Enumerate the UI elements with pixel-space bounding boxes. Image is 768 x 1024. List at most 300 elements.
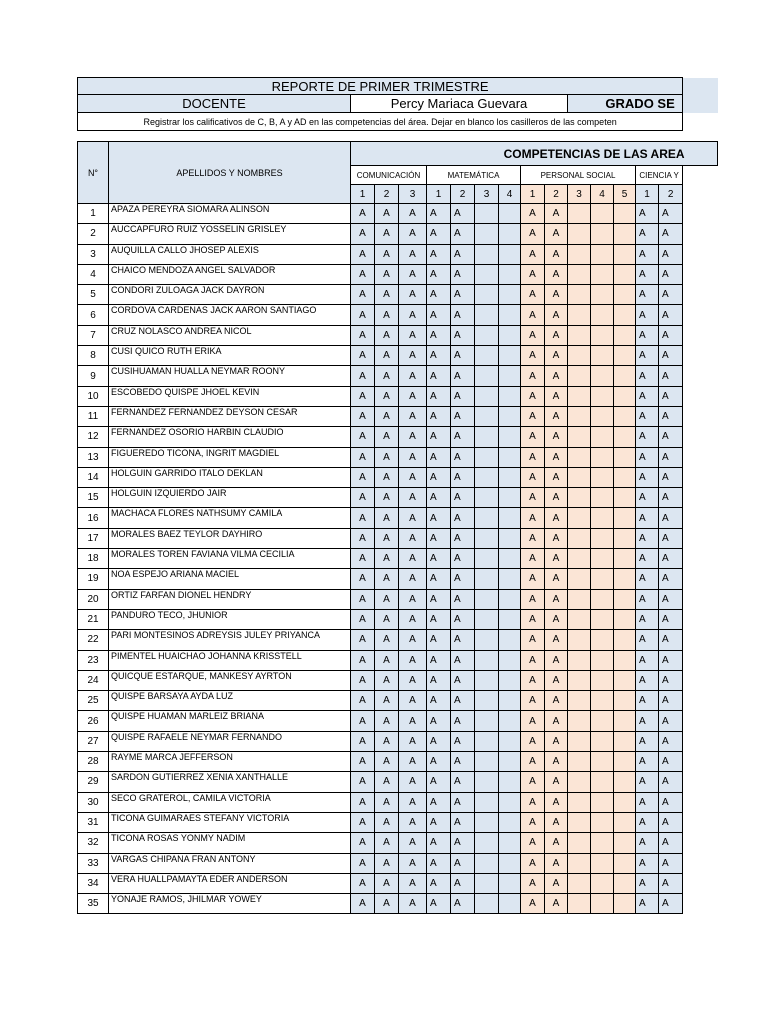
grade-cell[interactable] bbox=[614, 204, 636, 224]
grade-cell[interactable] bbox=[614, 528, 636, 548]
grade-cell[interactable] bbox=[499, 853, 521, 873]
grade-cell[interactable] bbox=[591, 467, 614, 487]
grade-cell[interactable]: A bbox=[521, 609, 545, 629]
grade-cell[interactable] bbox=[591, 670, 614, 690]
grade-cell[interactable]: A bbox=[636, 406, 659, 426]
grade-cell[interactable] bbox=[568, 406, 591, 426]
grade-cell[interactable]: A bbox=[659, 528, 683, 548]
grade-cell[interactable]: A bbox=[545, 670, 568, 690]
grade-cell[interactable]: A bbox=[375, 366, 399, 386]
grade-cell[interactable] bbox=[614, 792, 636, 812]
grade-cell[interactable]: A bbox=[351, 894, 375, 914]
grade-cell[interactable]: A bbox=[427, 691, 451, 711]
grade-cell[interactable]: A bbox=[427, 549, 451, 569]
grade-cell[interactable] bbox=[568, 894, 591, 914]
grade-cell[interactable] bbox=[614, 711, 636, 731]
grade-cell[interactable]: A bbox=[351, 204, 375, 224]
grade-cell[interactable] bbox=[568, 812, 591, 832]
grade-cell[interactable] bbox=[499, 346, 521, 366]
grade-cell[interactable] bbox=[591, 528, 614, 548]
student-name[interactable]: VARGAS CHIPANA FRAN ANTONY bbox=[109, 853, 351, 873]
grade-cell[interactable]: A bbox=[351, 833, 375, 853]
student-name[interactable]: CUSIHUAMAN HUALLA NEYMAR ROONY bbox=[109, 366, 351, 386]
grade-cell[interactable]: A bbox=[375, 244, 399, 264]
grade-cell[interactable]: A bbox=[451, 792, 475, 812]
grade-cell[interactable]: A bbox=[427, 447, 451, 467]
grade-cell[interactable]: A bbox=[545, 752, 568, 772]
grade-cell[interactable] bbox=[568, 488, 591, 508]
grade-cell[interactable] bbox=[568, 772, 591, 792]
grade-cell[interactable]: A bbox=[351, 853, 375, 873]
grade-cell[interactable]: A bbox=[399, 630, 427, 650]
grade-cell[interactable] bbox=[591, 488, 614, 508]
grade-cell[interactable] bbox=[475, 325, 499, 345]
grade-cell[interactable] bbox=[499, 589, 521, 609]
grade-cell[interactable] bbox=[591, 406, 614, 426]
student-name[interactable]: CORDOVA CARDENAS JACK AARON SANTIAGO bbox=[109, 305, 351, 325]
grade-cell[interactable]: A bbox=[545, 528, 568, 548]
grade-cell[interactable]: A bbox=[451, 305, 475, 325]
grade-cell[interactable]: A bbox=[521, 305, 545, 325]
grade-cell[interactable] bbox=[475, 873, 499, 893]
grade-cell[interactable]: A bbox=[399, 244, 427, 264]
grade-cell[interactable] bbox=[591, 873, 614, 893]
grade-cell[interactable]: A bbox=[351, 285, 375, 305]
grade-cell[interactable] bbox=[499, 386, 521, 406]
grade-cell[interactable]: A bbox=[545, 264, 568, 284]
grade-cell[interactable]: A bbox=[351, 569, 375, 589]
grade-cell[interactable] bbox=[475, 630, 499, 650]
student-name[interactable]: ESCOBEDO QUISPE JHOEL KEVIN bbox=[109, 386, 351, 406]
grade-cell[interactable]: A bbox=[351, 752, 375, 772]
student-name[interactable]: QUISPE RAFAELE NEYMAR FERNANDO bbox=[109, 731, 351, 751]
grade-cell[interactable]: A bbox=[659, 833, 683, 853]
student-name[interactable]: FIGUEREDO TICONA, INGRIT MAGDIEL bbox=[109, 447, 351, 467]
grade-cell[interactable]: A bbox=[399, 569, 427, 589]
grade-cell[interactable] bbox=[475, 467, 499, 487]
grade-cell[interactable]: A bbox=[545, 894, 568, 914]
grade-cell[interactable] bbox=[499, 488, 521, 508]
grade-cell[interactable]: A bbox=[636, 609, 659, 629]
student-name[interactable]: QUISPE BARSAYA AYDA LUZ bbox=[109, 691, 351, 711]
grade-cell[interactable]: A bbox=[351, 386, 375, 406]
grade-cell[interactable] bbox=[614, 630, 636, 650]
grade-cell[interactable]: A bbox=[636, 467, 659, 487]
grade-cell[interactable]: A bbox=[521, 589, 545, 609]
grade-cell[interactable]: A bbox=[545, 285, 568, 305]
grade-cell[interactable]: A bbox=[521, 508, 545, 528]
grade-cell[interactable]: A bbox=[521, 894, 545, 914]
grade-cell[interactable] bbox=[568, 833, 591, 853]
grade-cell[interactable]: A bbox=[399, 305, 427, 325]
grade-cell[interactable]: A bbox=[636, 894, 659, 914]
grade-cell[interactable]: A bbox=[427, 894, 451, 914]
grade-cell[interactable]: A bbox=[451, 609, 475, 629]
grade-cell[interactable]: A bbox=[451, 569, 475, 589]
grade-cell[interactable]: A bbox=[375, 792, 399, 812]
grade-cell[interactable]: A bbox=[351, 731, 375, 751]
grade-cell[interactable]: A bbox=[351, 224, 375, 244]
grade-cell[interactable]: A bbox=[399, 609, 427, 629]
grade-cell[interactable]: A bbox=[521, 467, 545, 487]
grade-cell[interactable] bbox=[568, 711, 591, 731]
grade-cell[interactable] bbox=[499, 204, 521, 224]
grade-cell[interactable]: A bbox=[659, 589, 683, 609]
grade-cell[interactable] bbox=[614, 386, 636, 406]
student-name[interactable]: QUISPE HUAMAN MARLEIZ BRIANA bbox=[109, 711, 351, 731]
grade-cell[interactable]: A bbox=[636, 447, 659, 467]
student-name[interactable]: AUCCAPFURO RUIZ YOSSELIN GRISLEY bbox=[109, 224, 351, 244]
grade-cell[interactable] bbox=[499, 772, 521, 792]
grade-cell[interactable]: A bbox=[375, 894, 399, 914]
grade-cell[interactable] bbox=[475, 650, 499, 670]
grade-cell[interactable]: A bbox=[636, 386, 659, 406]
grade-cell[interactable] bbox=[475, 305, 499, 325]
grade-cell[interactable] bbox=[614, 427, 636, 447]
grade-cell[interactable] bbox=[568, 630, 591, 650]
grade-cell[interactable]: A bbox=[351, 691, 375, 711]
grade-cell[interactable]: A bbox=[659, 650, 683, 670]
grade-cell[interactable] bbox=[591, 204, 614, 224]
grade-cell[interactable] bbox=[614, 244, 636, 264]
grade-cell[interactable] bbox=[568, 691, 591, 711]
grade-cell[interactable]: A bbox=[351, 305, 375, 325]
grade-cell[interactable]: A bbox=[545, 873, 568, 893]
grade-cell[interactable]: A bbox=[427, 833, 451, 853]
grade-cell[interactable]: A bbox=[427, 772, 451, 792]
grade-cell[interactable]: A bbox=[427, 589, 451, 609]
grade-cell[interactable]: A bbox=[375, 670, 399, 690]
grade-cell[interactable] bbox=[475, 264, 499, 284]
grade-cell[interactable]: A bbox=[351, 366, 375, 386]
grade-cell[interactable] bbox=[499, 549, 521, 569]
grade-cell[interactable] bbox=[614, 467, 636, 487]
grade-cell[interactable] bbox=[475, 447, 499, 467]
grade-cell[interactable] bbox=[568, 792, 591, 812]
grade-cell[interactable]: A bbox=[451, 812, 475, 832]
grade-cell[interactable]: A bbox=[545, 772, 568, 792]
grade-cell[interactable]: A bbox=[351, 609, 375, 629]
grade-cell[interactable] bbox=[568, 346, 591, 366]
grade-cell[interactable] bbox=[568, 224, 591, 244]
grade-cell[interactable] bbox=[499, 630, 521, 650]
grade-cell[interactable]: A bbox=[545, 711, 568, 731]
grade-cell[interactable] bbox=[591, 812, 614, 832]
grade-cell[interactable]: A bbox=[351, 325, 375, 345]
grade-cell[interactable]: A bbox=[451, 670, 475, 690]
grade-cell[interactable]: A bbox=[545, 386, 568, 406]
grade-cell[interactable] bbox=[591, 305, 614, 325]
grade-cell[interactable] bbox=[614, 508, 636, 528]
grade-cell[interactable]: A bbox=[399, 691, 427, 711]
grade-cell[interactable]: A bbox=[399, 792, 427, 812]
grade-cell[interactable] bbox=[499, 752, 521, 772]
grade-cell[interactable]: A bbox=[399, 427, 427, 447]
grade-cell[interactable]: A bbox=[351, 772, 375, 792]
grade-cell[interactable]: A bbox=[427, 264, 451, 284]
grade-cell[interactable]: A bbox=[659, 752, 683, 772]
grade-cell[interactable]: A bbox=[659, 508, 683, 528]
grade-cell[interactable]: A bbox=[636, 325, 659, 345]
grade-cell[interactable]: A bbox=[399, 670, 427, 690]
grade-cell[interactable]: A bbox=[451, 244, 475, 264]
grade-cell[interactable] bbox=[614, 691, 636, 711]
grade-cell[interactable]: A bbox=[521, 731, 545, 751]
grade-cell[interactable]: A bbox=[521, 447, 545, 467]
grade-cell[interactable]: A bbox=[636, 833, 659, 853]
grade-cell[interactable] bbox=[475, 549, 499, 569]
grade-cell[interactable]: A bbox=[636, 711, 659, 731]
grade-cell[interactable]: A bbox=[659, 325, 683, 345]
grade-cell[interactable]: A bbox=[521, 285, 545, 305]
student-name[interactable]: CRUZ NOLASCO ANDREA NICOL bbox=[109, 325, 351, 345]
grade-cell[interactable] bbox=[568, 386, 591, 406]
grade-cell[interactable]: A bbox=[399, 447, 427, 467]
grade-cell[interactable] bbox=[475, 224, 499, 244]
grade-cell[interactable]: A bbox=[521, 711, 545, 731]
grade-cell[interactable] bbox=[591, 244, 614, 264]
grade-cell[interactable]: A bbox=[375, 346, 399, 366]
student-name[interactable]: HOLGUIN GARRIDO ITALO DEKLAN bbox=[109, 467, 351, 487]
grade-cell[interactable] bbox=[499, 569, 521, 589]
grade-cell[interactable]: A bbox=[545, 467, 568, 487]
grade-cell[interactable] bbox=[499, 812, 521, 832]
grade-cell[interactable] bbox=[499, 285, 521, 305]
grade-cell[interactable]: A bbox=[545, 406, 568, 426]
grade-cell[interactable]: A bbox=[399, 346, 427, 366]
grade-cell[interactable]: A bbox=[375, 264, 399, 284]
grade-cell[interactable]: A bbox=[659, 569, 683, 589]
grade-cell[interactable] bbox=[591, 589, 614, 609]
grade-cell[interactable]: A bbox=[636, 650, 659, 670]
grade-cell[interactable] bbox=[614, 569, 636, 589]
grade-cell[interactable] bbox=[568, 609, 591, 629]
grade-cell[interactable] bbox=[475, 894, 499, 914]
grade-cell[interactable] bbox=[614, 894, 636, 914]
grade-cell[interactable]: A bbox=[351, 792, 375, 812]
grade-cell[interactable] bbox=[591, 772, 614, 792]
grade-cell[interactable]: A bbox=[375, 325, 399, 345]
grade-cell[interactable] bbox=[591, 792, 614, 812]
grade-cell[interactable]: A bbox=[659, 772, 683, 792]
grade-cell[interactable]: A bbox=[399, 752, 427, 772]
grade-cell[interactable]: A bbox=[399, 853, 427, 873]
grade-cell[interactable]: A bbox=[636, 488, 659, 508]
grade-cell[interactable] bbox=[475, 711, 499, 731]
grade-cell[interactable] bbox=[614, 731, 636, 751]
grade-cell[interactable]: A bbox=[636, 549, 659, 569]
grade-cell[interactable] bbox=[568, 589, 591, 609]
grade-cell[interactable] bbox=[591, 894, 614, 914]
grade-cell[interactable]: A bbox=[427, 792, 451, 812]
grade-cell[interactable]: A bbox=[375, 691, 399, 711]
grade-cell[interactable] bbox=[499, 508, 521, 528]
grade-cell[interactable]: A bbox=[545, 833, 568, 853]
grade-cell[interactable]: A bbox=[351, 589, 375, 609]
grade-cell[interactable] bbox=[614, 488, 636, 508]
grade-cell[interactable] bbox=[591, 346, 614, 366]
grade-cell[interactable] bbox=[499, 792, 521, 812]
grade-cell[interactable]: A bbox=[636, 792, 659, 812]
grade-cell[interactable]: A bbox=[427, 812, 451, 832]
grade-cell[interactable]: A bbox=[399, 589, 427, 609]
grade-cell[interactable]: A bbox=[636, 285, 659, 305]
grade-cell[interactable]: A bbox=[659, 224, 683, 244]
grade-cell[interactable]: A bbox=[545, 589, 568, 609]
grade-cell[interactable]: A bbox=[521, 549, 545, 569]
grade-cell[interactable]: A bbox=[451, 264, 475, 284]
student-name[interactable]: PIMENTEL HUAICHAO JOHANNA KRISSTELL bbox=[109, 650, 351, 670]
grade-cell[interactable] bbox=[475, 812, 499, 832]
grade-cell[interactable]: A bbox=[427, 650, 451, 670]
grade-cell[interactable]: A bbox=[375, 406, 399, 426]
grade-cell[interactable]: A bbox=[399, 406, 427, 426]
grade-cell[interactable]: A bbox=[521, 528, 545, 548]
grade-cell[interactable]: A bbox=[451, 386, 475, 406]
grade-cell[interactable]: A bbox=[521, 569, 545, 589]
grade-cell[interactable]: A bbox=[636, 427, 659, 447]
grade-cell[interactable] bbox=[499, 691, 521, 711]
student-name[interactable]: TICONA ROSAS YONMY NADIM bbox=[109, 833, 351, 853]
grade-cell[interactable]: A bbox=[351, 528, 375, 548]
grade-cell[interactable]: A bbox=[636, 630, 659, 650]
student-name[interactable]: QUICQUE ESTARQUE, MANKESY AYRTON bbox=[109, 670, 351, 690]
grade-cell[interactable]: A bbox=[427, 244, 451, 264]
grade-cell[interactable] bbox=[591, 427, 614, 447]
grade-cell[interactable] bbox=[614, 833, 636, 853]
grade-cell[interactable]: A bbox=[659, 447, 683, 467]
grade-cell[interactable]: A bbox=[399, 812, 427, 832]
grade-cell[interactable]: A bbox=[451, 711, 475, 731]
student-name[interactable]: RAYME MARCA JEFFERSON bbox=[109, 752, 351, 772]
grade-cell[interactable]: A bbox=[521, 264, 545, 284]
grade-cell[interactable] bbox=[499, 711, 521, 731]
grade-cell[interactable] bbox=[614, 406, 636, 426]
grade-cell[interactable]: A bbox=[451, 853, 475, 873]
grade-cell[interactable]: A bbox=[399, 264, 427, 284]
grade-cell[interactable]: A bbox=[521, 873, 545, 893]
grade-cell[interactable] bbox=[591, 853, 614, 873]
grade-cell[interactable] bbox=[568, 731, 591, 751]
grade-cell[interactable] bbox=[614, 772, 636, 792]
grade-cell[interactable]: A bbox=[659, 285, 683, 305]
grade-cell[interactable]: A bbox=[375, 447, 399, 467]
grade-cell[interactable]: A bbox=[375, 285, 399, 305]
grade-cell[interactable]: A bbox=[375, 711, 399, 731]
grade-cell[interactable]: A bbox=[636, 752, 659, 772]
grade-cell[interactable]: A bbox=[659, 711, 683, 731]
grade-cell[interactable]: A bbox=[521, 670, 545, 690]
grade-cell[interactable] bbox=[475, 691, 499, 711]
grade-cell[interactable]: A bbox=[399, 386, 427, 406]
grade-cell[interactable]: A bbox=[375, 549, 399, 569]
grade-cell[interactable]: A bbox=[351, 549, 375, 569]
grade-cell[interactable]: A bbox=[375, 630, 399, 650]
grade-cell[interactable] bbox=[475, 609, 499, 629]
grade-cell[interactable] bbox=[475, 346, 499, 366]
grade-cell[interactable]: A bbox=[521, 366, 545, 386]
grade-cell[interactable] bbox=[499, 447, 521, 467]
grade-cell[interactable]: A bbox=[351, 427, 375, 447]
grade-cell[interactable]: A bbox=[375, 386, 399, 406]
grade-cell[interactable]: A bbox=[636, 853, 659, 873]
grade-cell[interactable] bbox=[591, 691, 614, 711]
grade-cell[interactable] bbox=[475, 569, 499, 589]
grade-cell[interactable]: A bbox=[351, 406, 375, 426]
grade-cell[interactable] bbox=[614, 366, 636, 386]
grade-cell[interactable]: A bbox=[375, 488, 399, 508]
grade-cell[interactable] bbox=[499, 224, 521, 244]
grade-cell[interactable] bbox=[591, 447, 614, 467]
grade-cell[interactable]: A bbox=[399, 894, 427, 914]
grade-cell[interactable]: A bbox=[545, 224, 568, 244]
grade-cell[interactable] bbox=[614, 873, 636, 893]
grade-cell[interactable]: A bbox=[545, 488, 568, 508]
grade-cell[interactable] bbox=[568, 285, 591, 305]
grade-cell[interactable]: A bbox=[659, 894, 683, 914]
grade-cell[interactable]: A bbox=[521, 386, 545, 406]
grade-cell[interactable]: A bbox=[399, 528, 427, 548]
grade-cell[interactable]: A bbox=[451, 833, 475, 853]
grade-cell[interactable] bbox=[591, 264, 614, 284]
grade-cell[interactable]: A bbox=[399, 549, 427, 569]
grade-cell[interactable]: A bbox=[659, 812, 683, 832]
grade-cell[interactable] bbox=[568, 305, 591, 325]
grade-cell[interactable]: A bbox=[636, 731, 659, 751]
grade-cell[interactable]: A bbox=[427, 609, 451, 629]
student-name[interactable]: NOA ESPEJO ARIANA MACIEL bbox=[109, 569, 351, 589]
grade-cell[interactable]: A bbox=[375, 427, 399, 447]
grade-cell[interactable]: A bbox=[399, 650, 427, 670]
grade-cell[interactable] bbox=[499, 833, 521, 853]
grade-cell[interactable]: A bbox=[659, 386, 683, 406]
grade-cell[interactable]: A bbox=[545, 853, 568, 873]
grade-cell[interactable]: A bbox=[659, 792, 683, 812]
grade-cell[interactable]: A bbox=[659, 630, 683, 650]
grade-cell[interactable]: A bbox=[427, 853, 451, 873]
grade-cell[interactable] bbox=[614, 285, 636, 305]
grade-cell[interactable] bbox=[499, 650, 521, 670]
grade-cell[interactable]: A bbox=[351, 650, 375, 670]
grade-cell[interactable]: A bbox=[521, 630, 545, 650]
grade-cell[interactable] bbox=[568, 549, 591, 569]
grade-cell[interactable] bbox=[499, 873, 521, 893]
grade-cell[interactable]: A bbox=[659, 366, 683, 386]
grade-cell[interactable]: A bbox=[451, 325, 475, 345]
grade-cell[interactable] bbox=[475, 285, 499, 305]
grade-cell[interactable]: A bbox=[351, 467, 375, 487]
student-name[interactable]: ORTIZ FARFAN DIONEL HENDRY bbox=[109, 589, 351, 609]
grade-cell[interactable]: A bbox=[375, 752, 399, 772]
student-name[interactable]: SARDON GUTIERREZ XENIA XANTHALLE bbox=[109, 772, 351, 792]
grade-cell[interactable]: A bbox=[451, 731, 475, 751]
grade-cell[interactable] bbox=[614, 224, 636, 244]
grade-cell[interactable]: A bbox=[521, 812, 545, 832]
grade-cell[interactable] bbox=[499, 325, 521, 345]
grade-cell[interactable]: A bbox=[427, 346, 451, 366]
grade-cell[interactable]: A bbox=[375, 569, 399, 589]
grade-cell[interactable]: A bbox=[451, 346, 475, 366]
grade-cell[interactable]: A bbox=[427, 873, 451, 893]
grade-cell[interactable]: A bbox=[351, 711, 375, 731]
grade-cell[interactable]: A bbox=[659, 873, 683, 893]
grade-cell[interactable]: A bbox=[545, 630, 568, 650]
grade-cell[interactable] bbox=[614, 589, 636, 609]
grade-cell[interactable]: A bbox=[636, 366, 659, 386]
grade-cell[interactable]: A bbox=[451, 528, 475, 548]
docente-name[interactable]: Percy Mariaca Guevara bbox=[351, 95, 568, 113]
grade-cell[interactable]: A bbox=[521, 204, 545, 224]
